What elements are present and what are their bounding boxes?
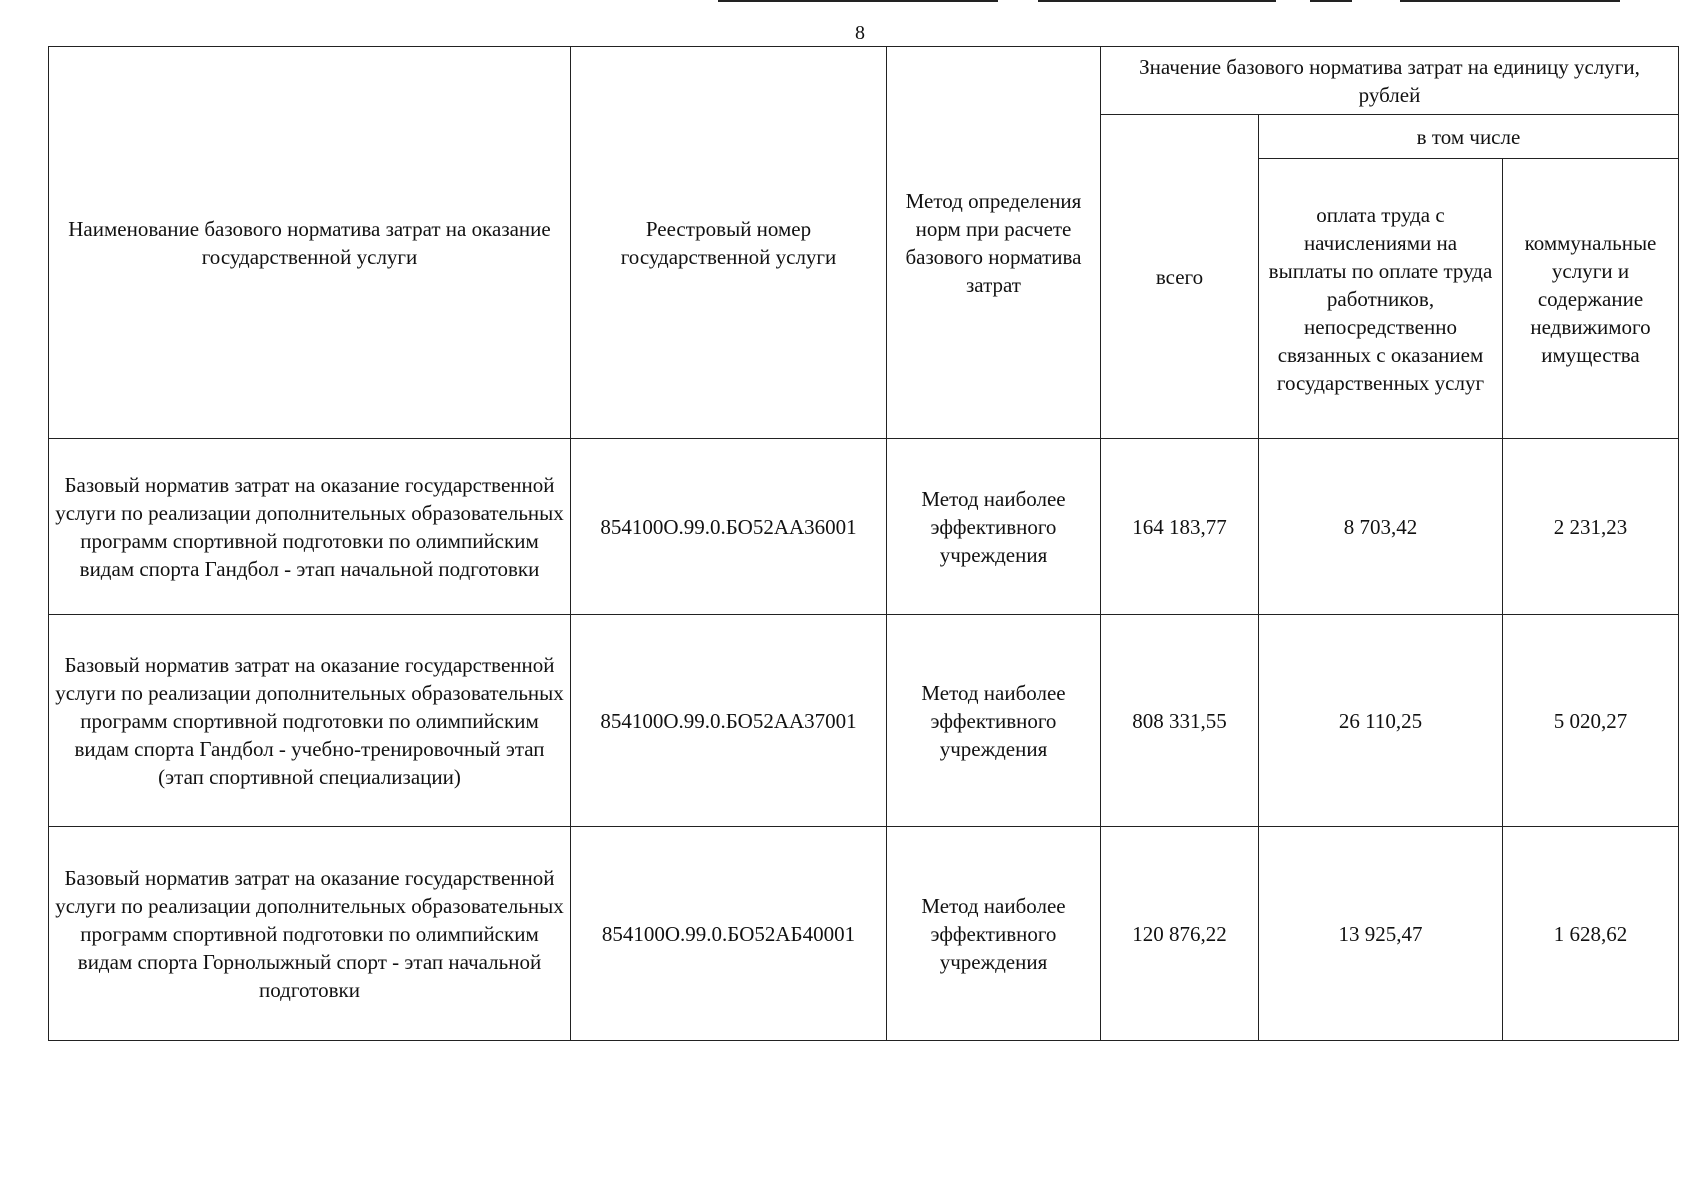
cell-utilities: 1 628,62 [1503, 827, 1679, 1041]
cell-labor: 8 703,42 [1259, 439, 1503, 615]
scan-artifact [718, 0, 998, 2]
header-value-group: Значение базового норматива затрат на единицу услуги, рублей [1101, 47, 1679, 115]
cell-method: Метод наиболее эффективного учреждения [887, 615, 1101, 827]
cell-name: Базовый норматив затрат на оказание государственной услуги по реализации дополнительных образовательных программ спортивной подготовки по олимпийским видам спорта Гандбол - этап начальной подготовки [49, 439, 571, 615]
scan-artifact [1038, 0, 1276, 2]
norm-table [48, 46, 1679, 1041]
table-row [49, 615, 1679, 827]
cell-registry-number: 854100О.99.0.БО52АБ40001 [571, 827, 887, 1041]
cell-total: 808 331,55 [1101, 615, 1259, 827]
cell-name: Базовый норматив затрат на оказание государственной услуги по реализации дополнительных образовательных программ спортивной подготовки по олимпийским видам спорта Гандбол - учебно-тренировочный этап (этап спортивной специализации) [49, 615, 571, 827]
cell-labor: 13 925,47 [1259, 827, 1503, 1041]
header-utilities: коммунальные услуги и содержание недвижимого имущества [1503, 159, 1679, 439]
header-method: Метод определения норм при расчете базового норматива затрат [887, 47, 1101, 439]
header-total: всего [1101, 115, 1259, 439]
table-row [49, 827, 1679, 1041]
cell-total: 120 876,22 [1101, 827, 1259, 1041]
cell-utilities: 2 231,23 [1503, 439, 1679, 615]
cell-total: 164 183,77 [1101, 439, 1259, 615]
cell-method: Метод наиболее эффективного учреждения [887, 827, 1101, 1041]
header-registry-number: Реестровый номер государственной услуги [571, 47, 887, 439]
cell-name: Базовый норматив затрат на оказание государственной услуги по реализации дополнительных образовательных программ спортивной подготовки по олимпийским видам спорта Горнолыжный спорт - этап начальной подготовки [49, 827, 571, 1041]
page-number: 8 [855, 22, 865, 44]
header-name: Наименование базового норматива затрат на оказание государственной услуги [49, 47, 571, 439]
scan-artifact [1310, 0, 1352, 2]
cell-registry-number: 854100О.99.0.БО52АА37001 [571, 615, 887, 827]
cell-method: Метод наиболее эффективного учреждения [887, 439, 1101, 615]
cell-labor: 26 110,25 [1259, 615, 1503, 827]
scan-artifact [1400, 0, 1620, 2]
header-row [49, 47, 1679, 115]
table-row [49, 439, 1679, 615]
header-including: в том числе [1259, 115, 1679, 159]
cell-utilities: 5 020,27 [1503, 615, 1679, 827]
cell-registry-number: 854100О.99.0.БО52АА36001 [571, 439, 887, 615]
header-labor: оплата труда с начислениями на выплаты по оплате труда работников, непосредственно связанных с оказанием государственных услуг [1259, 159, 1503, 439]
